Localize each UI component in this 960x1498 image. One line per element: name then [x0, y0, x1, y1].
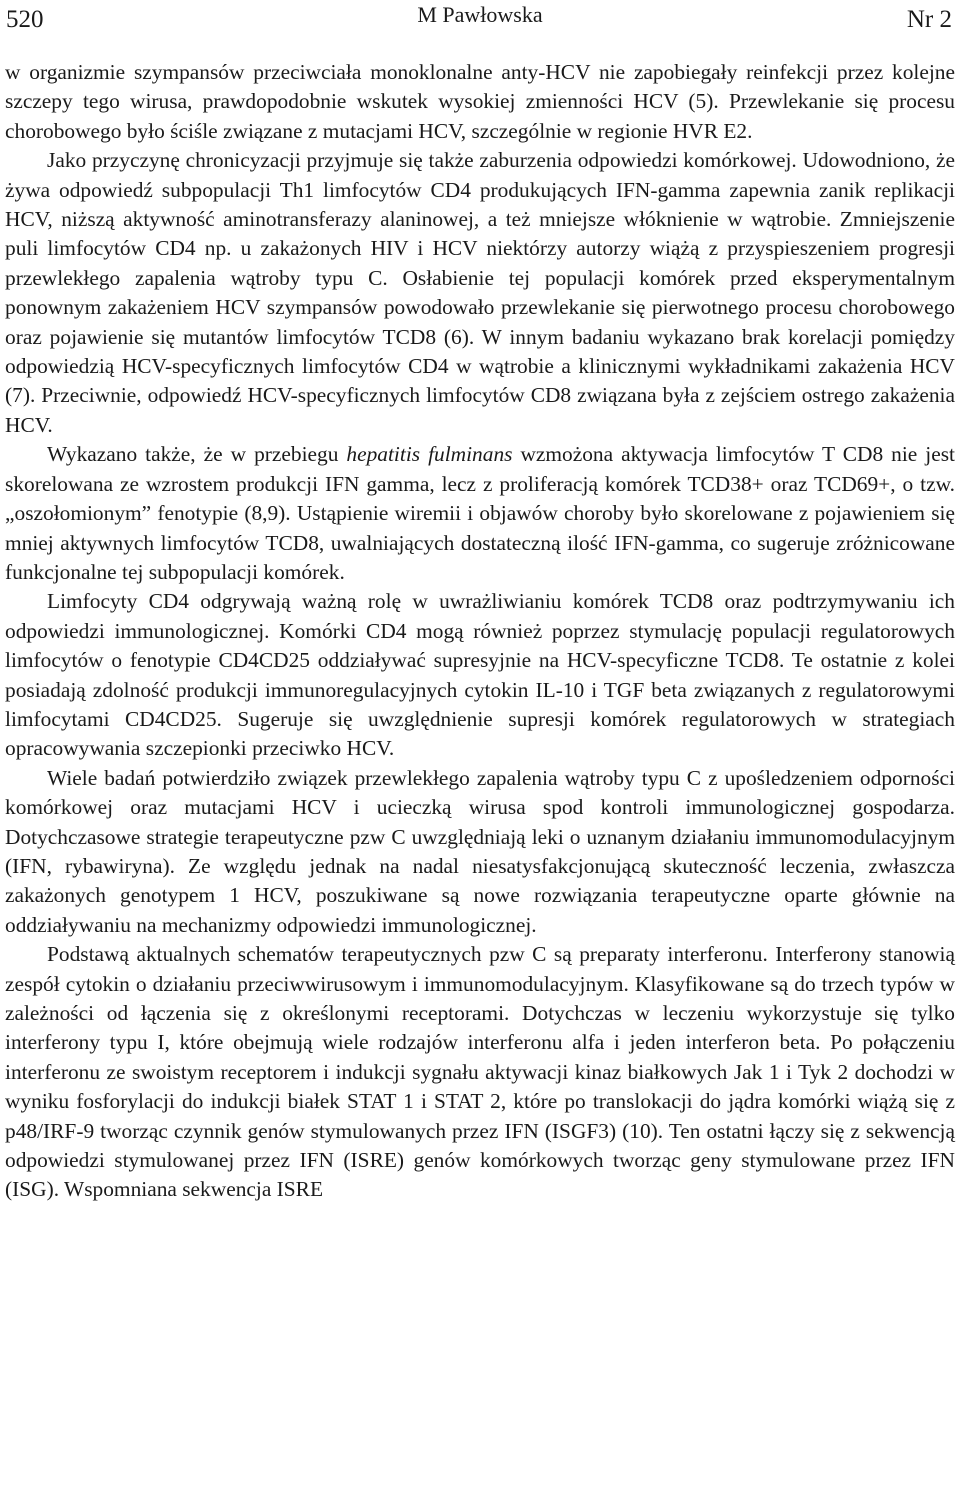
paragraph-2: Jako przyczynę chronicyzacji przyjmuje się także zaburzenia odpowiedzi komórkowej. Udowodniono, że żywa odpowiedź subpopulacji Th1 limfocytów CD4 produkujących IFN-gamma zapewnia zanik replikacji HCV, niższą aktywność aminotransferazy alaninowej, a też mniejsze włóknienie w wątrobie. Zmniejszenie puli limfocytów CD4 np. u zakażonych HIV i HCV niektórzy autorzy wiążą z przyspieszeniem progresji przewlekłego zapalenia wątroby typu C. Osłabienie tej populacji komórek przed eksperymentalnym ponownym zakażeniem HCV szympansów powodowało przewlekanie się pierwotnego procesu chorobowego oraz pojawienie się mutantów limfocytów TCD8 (6). W innym badaniu wykazano brak korelacji pomiędzy odpowiedzią HCV-specyficznych limfocytów CD4 w wątrobie a klinicznymi wykładnikami zakażenia HCV (7). Przeciwnie, odpowiedź HCV-specyficznych limfocytów CD8 związana była z zejściem ostrego zakażenia HCV. — [5, 148, 955, 437]
running-head-author: M Pawłowska — [417, 2, 543, 27]
paragraph-3 — [5, 440, 955, 587]
article-body — [5, 58, 955, 1205]
page-number: 520 — [6, 6, 44, 33]
paragraph-1: w organizmie szympansów przeciwciała monoklonalne anty-HCV nie zapobiegały reinfekcji przez kolejne szczepy tego wirusa, prawdopodobnie wskutek wysokiej zmienności HCV (5). Przewlekanie się procesu chorobowego było ściśle związane z mutacjami HCV, szczególnie w regionie HVR E2. — [5, 60, 955, 143]
paragraph-5: Wiele badań potwierdziło związek przewlekłego zapalenia wątroby typu C z upośledzeniem odporności komórkowej oraz mutacjami HCV i ucieczką wirusa spod kontroli immunologicznej gospodarza. Dotychczasowe strategie terapeutyczne pzw C uwzględniają leki o uznanym działaniu immunomodulacyjnym (IFN, rybawiryna). Ze względu jednak na nadal niesatysfakcjonującą skuteczność leczenia, zwłaszcza zakażonych genotypem 1 HCV, poszukiwane są nowe rozwiązania terapeutyczne oparte głównie na oddziaływaniu na mechanizmy odpowiedzi immunologicznej. — [5, 765, 955, 937]
page-header — [0, 0, 960, 40]
paragraph-3-start: Wykazano także, że w przebiegu — [47, 442, 347, 467]
paragraph-4: Limfocyty CD4 odgrywają ważną rolę w uwrażliwianiu komórek TCD8 oraz podtrzymywaniu ich odpowiedzi immunologicznej. Komórki CD4 mogą również poprzez stymulację populacji regulatorowych limfocytów o fenotypie CD4CD25 oddziaływać supresyjnie na HCV-specyficzne TCD8. Te ostatnie z kolei posiadają zdolność produkcji immunoregulacyjnych cytokin IL-10 i TGF beta związanych z regulatorowymi limfocytami CD4CD25. Sugeruje się uwzględnienie supresji komórek regulatorowych w strategiach opracowywania szczepionki przeciwko HCV. — [5, 589, 955, 761]
paragraph-3-italic-term: hepatitis fulminans — [346, 442, 513, 467]
paragraph-3-end: wzmożona aktywacja limfocytów T CD8 nie jest skorelowana ze wzrostem produkcji IFN gamma, lecz z proliferacją komórek TCD38+ oraz TCD69+, o tzw. „oszołomionym” fenotypie (8,9). Ustąpienie wiremii i objawów choroby było skorelowane z pojawieniem się mniej aktywnych limfocytów TCD8, uwalniających dostateczną ilość IFN-gamma, co sugeruje zróżnicowane funkcjonalne tej subpopulacji komórek. — [5, 442, 955, 584]
paragraph-6: Podstawą aktualnych schematów terapeutycznych pzw C są preparaty interferonu. Interferony stanowią zespół cytokin o działaniu przeciwwirusowym i immunomodulacyjnym. Klasyfikowane są do trzech typów w zależności od łączenia się z określonymi receptorami. Dotychczas w leczeniu wykorzystuje się tylko interferony typu I, które obejmują wiele rodzajów interferonu alfa i jeden interferon beta. Po połączeniu interferonu ze swoistym receptorem i indukcji sygnału aktywacji kinaz białkowych Jak 1 i Tyk 2 dochodzi w wyniku fosforylacji do indukcji białek STAT 1 i STAT 2, które po translokacji do jądra komórki wiążą się z p48/IRF-9 tworząc czynnik genów stymulowanych przez IFN (ISGF3) (10). Ten ostatni łączy się z sekwencją odpowiedzi stymulowanej przez IFN (ISRE) genów komórkowych tworząc geny stymulowane przez IFN (ISG). Wspomniana sekwencja ISRE — [5, 942, 955, 1202]
issue-number: Nr 2 — [906, 6, 952, 33]
